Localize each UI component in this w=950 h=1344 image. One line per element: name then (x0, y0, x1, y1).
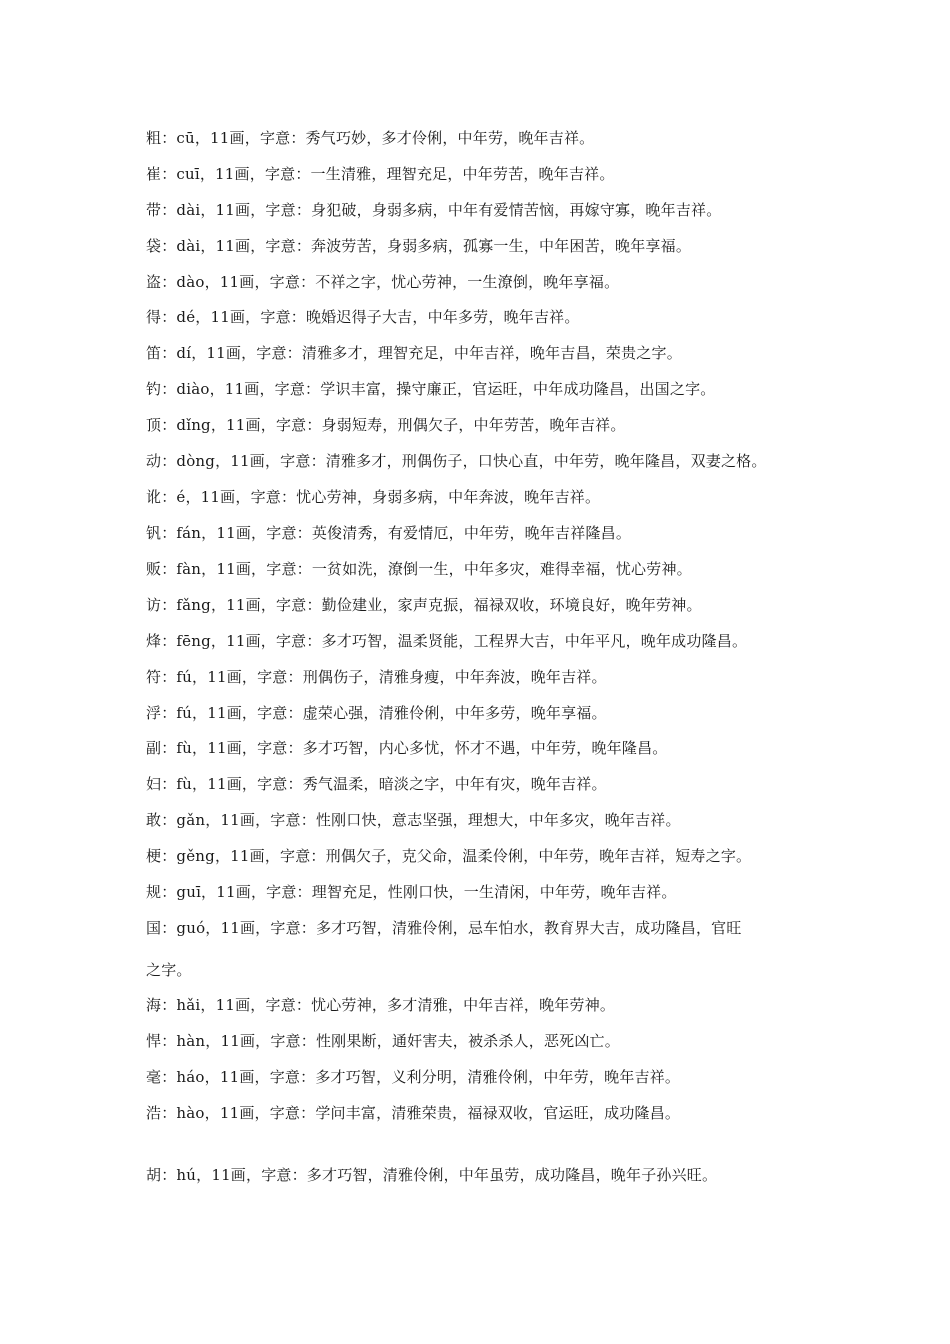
entry-line: 讹：é，11画，字意：忧心劳神，身弱多病，中年奔波，晚年吉祥。 (146, 488, 601, 506)
entry-line: 顶：dǐng，11画，字意：身弱短寿，刑偶欠子，中年劳苦，晚年吉祥。 (146, 416, 626, 434)
entry-line: 海：hǎi，11画，字意：忧心劳神，多才清雅，中年吉祥，晚年劳神。 (146, 996, 616, 1014)
entry-line: 符：fú，11画，字意：刑偶伤子，清雅身瘦，中年奔波，晚年吉祥。 (146, 668, 607, 686)
entry-line: 崔：cuī，11画，字意：一生清雅，理智充足，中年劳苦，晚年吉祥。 (146, 165, 615, 183)
entry-line: 毫：háo，11画，字意：多才巧智，义利分明，清雅伶俐，中年劳，晚年吉祥。 (146, 1068, 681, 1086)
entry-line: 钒：fán，11画，字意：英俊清秀，有爱情厄，中年劳，晚年吉祥隆昌。 (146, 524, 632, 542)
entry-line: 国：guó，11画，字意：多才巧智，清雅伶俐，忌车怕水，教育界大吉，成功隆昌，官旺 (146, 919, 742, 937)
entry-line: 笛：dí，11画，字意：清雅多才，理智充足，中年吉祥，晚年吉昌，荣贵之字。 (146, 344, 682, 362)
entry-line: 敢：gǎn，11画，字意：性刚口快，意志坚强，理想大，中年多灾，晚年吉祥。 (146, 811, 681, 829)
entry-line: 盗：dào，11画，字意：不祥之字，忧心劳神，一生潦倒，晚年享福。 (146, 273, 620, 291)
entry-line: 梗：gěng，11画，字意：刑偶欠子，克父命，温柔伶俐，中年劳，晚年吉祥，短寿之字。 (146, 847, 752, 865)
entry-line: 得：dé，11画，字意：晚婚迟得子大吉，中年多劳，晚年吉祥。 (146, 308, 580, 326)
entry-line: 带：dài，11画，字意：身犯破，身弱多病，中年有爱情苦恼，再嫁守寡，晚年吉祥。 (146, 201, 722, 219)
entry-line: 副：fù，11画，字意：多才巧智，内心多忧，怀才不遇，中年劳，晚年隆昌。 (146, 739, 668, 757)
entry-line: 钓：diào，11画，字意：学识丰富，操守廉正，官运旺，中年成功隆昌，出国之字。 (146, 380, 716, 398)
entry-line: 妇：fù，11画，字意：秀气温柔，暗淡之字，中年有灾，晚年吉祥。 (146, 775, 607, 793)
entry-line: 悍：hàn，11画，字意：性刚果断，通奸害夫，被杀杀人，恶死凶亡。 (146, 1032, 620, 1050)
entry-line: 访：fǎng，11画，字意：勤俭建业，家声克振，福禄双收，环境良好，晚年劳神。 (146, 596, 702, 614)
entry-line: 浩：hào，11画，字意：学问丰富，清雅荣贵，福禄双收，官运旺，成功隆昌。 (146, 1104, 681, 1122)
entry-line: 贩：fàn，11画，字意：一贫如洗，潦倒一生，中年多灾，难得幸福，忧心劳神。 (146, 560, 692, 578)
entry-line: 袋：dài，11画，字意：奔波劳苦，身弱多病，孤寡一生，中年困苦，晚年享福。 (146, 237, 692, 255)
entry-line: 烽：fēng，11画，字意：多才巧智，温柔贤能，工程界大吉，中年平凡，晚年成功隆昌。 (146, 632, 748, 650)
entry-line: 粗：cū，11画，字意：秀气巧妙，多才伶俐，中年劳，晚年吉祥。 (146, 129, 595, 147)
entry-line-continuation: 之字。 (146, 961, 192, 979)
entry-line: 规：guī，11画，字意：理智充足，性刚口快，一生清闲，中年劳，晚年吉祥。 (146, 883, 677, 901)
entry-line: 动：dòng，11画，字意：清雅多才，刑偶伤子，口快心直，中年劳，晚年隆昌，双妻之格。 (146, 452, 767, 470)
entry-line: 胡：hú，11画，字意：多才巧智，清雅伶俐，中年虽劳，成功隆昌，晚年子孙兴旺。 (146, 1166, 718, 1184)
entry-line: 浮：fú，11画，字意：虚荣心强，清雅伶俐，中年多劳，晚年享福。 (146, 704, 607, 722)
